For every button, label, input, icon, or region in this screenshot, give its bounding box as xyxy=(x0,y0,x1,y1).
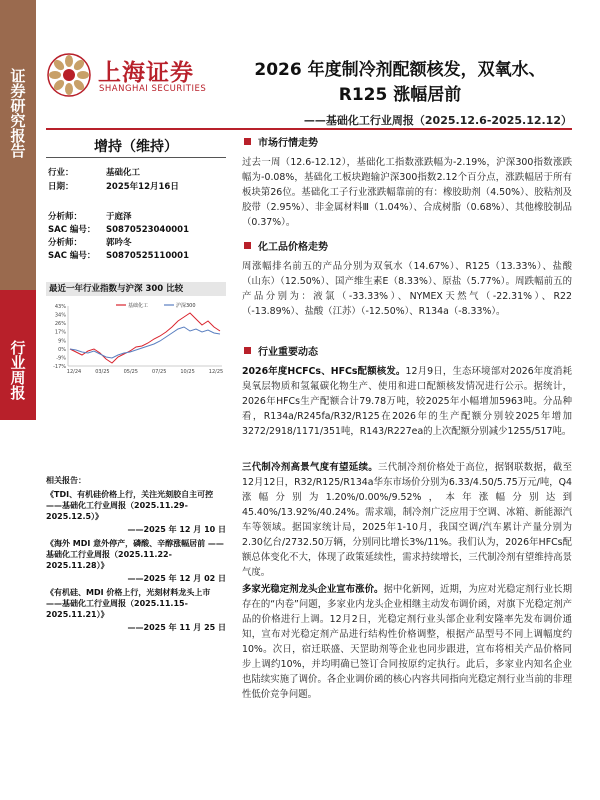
report-subtitle: ——基础化工行业周报（2025.12.6-2025.12.12） xyxy=(303,114,572,127)
sidebar-label-weekly: 行业周报 xyxy=(8,340,27,400)
news-p1-body: 12月9日，生态环境部对2026年度消耗臭氧层物质和氢氟碳化物生产、使用和进口配额核发情况进行公示。据统计，2026年HFCs生产配额合计79.78万吨，较2025年小幅增加5963吨。分品种看，R134a/R245fa/R32/R125在2026年的生产配额分别较2025年增加3272/2918/1171/351吨，R143/R227ea的上次配额分别减少1255/517吨。 xyxy=(242,366,572,437)
y-tick-label: 0% xyxy=(58,346,66,353)
info-key: 行业： xyxy=(48,168,74,178)
info-value: 2025年12月16日 xyxy=(106,182,179,192)
y-tick-label: 17% xyxy=(54,329,66,336)
section-head-news: 行业重要动态 xyxy=(244,343,318,358)
section-head-market: 市场行情走势 xyxy=(244,134,318,149)
news-p1-lead: 2026年度HCFCs、HFCs配额核发。 xyxy=(242,366,406,377)
y-tick-label: 9% xyxy=(58,338,66,345)
news-paragraph-3 xyxy=(242,582,572,702)
info-key: 分析师： xyxy=(48,212,83,222)
info-key: SAC 编号： xyxy=(48,251,96,261)
x-tick-label: 12/25 xyxy=(208,369,224,375)
series-line-hs300 xyxy=(70,327,220,358)
x-tick-label: 07/25 xyxy=(151,369,167,375)
y-tick-label: 26% xyxy=(54,321,66,328)
related-reports xyxy=(46,475,226,633)
x-tick-label: 12/24 xyxy=(66,369,82,375)
section-head-price: 化工品价格走势 xyxy=(244,238,328,253)
bullet-square-icon xyxy=(244,242,251,249)
info-row xyxy=(48,223,189,235)
related-report-item: 《海外 MDI 意外停产，磷酸、辛醇涨幅居前 ——基础化工行业周报（2025.11.22-2025.11.28）》 xyxy=(46,539,224,570)
news-p3-body: 据中化新网，近期，为应对光稳定剂行业长期存在的“内卷”问题，多家业内龙头企业相继主动发布调价函，对旗下光稳定剂产品的价格进行上调。12月2日，光稳定剂行业头部企业利安隆率先发布调价通知，宣布对光稳定剂产品进行结构性价格调整，根据产品型号不同上调幅度约10%。次日，宿迁联盛、天罡助剂等企业也同步跟进，宣布将相关产品价格同步上调约10%，并均明确已签订合同按原约定执行。此后，多家业内知名企业也陆续实施了调价。各企业调价函的核心内容共同指向光稳定剂行业当前的非理性低价竞争问题。 xyxy=(242,584,572,700)
info-row xyxy=(48,236,132,248)
info-key: 日期： xyxy=(48,182,74,192)
info-row xyxy=(48,166,140,178)
news-p3-lead: 多家光稳定剂龙头企业宣布涨价。 xyxy=(242,584,384,595)
sidebar-label-report: 证券研究报告 xyxy=(8,68,27,158)
info-key: SAC 编号： xyxy=(48,225,96,235)
x-tick-label: 10/25 xyxy=(180,369,195,375)
company-logo xyxy=(46,52,216,102)
logo-name-en: SHANGHAI SECURITIES xyxy=(99,84,207,94)
x-tick-label: 05/25 xyxy=(123,369,139,375)
news-paragraph-1 xyxy=(242,364,572,439)
y-tick-label: 43% xyxy=(54,304,66,310)
news-paragraph-2 xyxy=(242,460,572,580)
info-value: S0870525110001 xyxy=(106,251,190,261)
report-title xyxy=(228,58,572,108)
section-text-market: 过去一周（12.6-12.12），基础化工指数涨跌幅为-2.19%，沪深300指数涨跌幅为-0.08%，基础化工板块跑输沪深300指数2.12个百分点，涨跌幅居于所有板块第26位。基础化工子行业涨跌幅靠前的有：橡胶助剂（4.50%）、胶粘剂及胶带（2.95%）、非金属材料Ⅲ（1.04%）、合成树脂（0.68%）、其他橡胶制品（0.37%）。 xyxy=(242,157,572,228)
related-report-item: 《有机硅、MDI 价格上行，光刻材料龙头上市 ——基础化工行业周报（2025.11.15-2025.11.21）》 xyxy=(46,588,211,619)
report-title-line1: 2026 年度制冷剂配额核发，双氧水、 xyxy=(254,60,546,80)
chart-title: 最近一年行业指数与沪深 300 比较 xyxy=(46,282,226,296)
legend-label: 沪深300 xyxy=(176,303,196,309)
info-value: S0870523040001 xyxy=(106,225,190,235)
related-head: 相关报告： xyxy=(46,476,86,485)
section-text-price: 周涨幅排名前五的产品分别为双氧水（14.67%）、R125（13.33%）、盐酸（山东）（12.50%）、国产维生素E（8.33%）、原盐（5.77%）。周跌幅前五的产品分别为：液氯（-33.33%）、NYMEX天然气（-22.31%）、R22（-13.89%）、盐酸（江苏）（-12.50%）、R134a（-8.33%）。 xyxy=(242,261,572,317)
related-report-item: 《TDI、有机硅价格上行，关注光刻胶自主可控 ——基础化工行业周报（2025.11.29-2025.12.5）》 xyxy=(46,490,214,521)
y-tick-label: -17% xyxy=(53,364,66,370)
logo-emblem-icon xyxy=(46,52,92,98)
rating-divider xyxy=(46,157,226,158)
related-report-date: ——2025 年 12 月 02 日 xyxy=(127,574,226,583)
legend-label: 基础化工 xyxy=(128,303,149,309)
info-value: 于庭泽 xyxy=(106,212,132,222)
index-comparison-chart xyxy=(46,300,226,376)
y-tick-label: -9% xyxy=(56,355,66,362)
info-key: 分析师： xyxy=(48,238,83,248)
info-value: 郭吟冬 xyxy=(106,238,132,248)
news-p2-lead: 三代制冷剂高景气度有望延续。 xyxy=(242,462,379,473)
rating-label: 增持（维持） xyxy=(94,139,178,155)
info-row xyxy=(48,210,132,222)
related-report-date: ——2025 年 12 月 10 日 xyxy=(127,525,226,534)
info-value: 基础化工 xyxy=(106,168,141,178)
info-row xyxy=(48,249,189,261)
x-tick-label: 03/25 xyxy=(95,369,110,375)
info-row xyxy=(48,180,179,192)
report-title-line2: R125 涨幅居前 xyxy=(338,85,462,105)
related-report-date: ——2025 年 11 月 25 日 xyxy=(127,623,226,632)
bullet-square-icon xyxy=(244,138,251,145)
y-tick-label: 34% xyxy=(54,312,66,319)
bullet-square-icon xyxy=(244,347,251,354)
series-line-chemical xyxy=(70,313,220,363)
news-p2-body: 三代制冷剂价格处于高位，据钢联数据，截至12月12日，R32/R125/R134a华东市场价分别为6.33/4.50/5.75万元/吨，Q4涨幅分别为1.20%/0.00%/9.52%，本年涨幅分别达到45.40%/13.92%/40.24%。需求端，制冷剂广泛应用于空调、冰箱、新能源汽车等领域。据国家统计局，2025年1-10月，我国空调/汽车累计产量分别为2.30亿台/2732.50万辆，分别同比增长3%/11%。我们认为，2026年HFCs配额总体变化不大，体现了政策延续性，需求持续增长，三代制冷剂有望维持高景气度。 xyxy=(242,462,572,578)
title-divider xyxy=(46,128,572,130)
logo-name-cn: 上海证券 xyxy=(98,60,194,86)
